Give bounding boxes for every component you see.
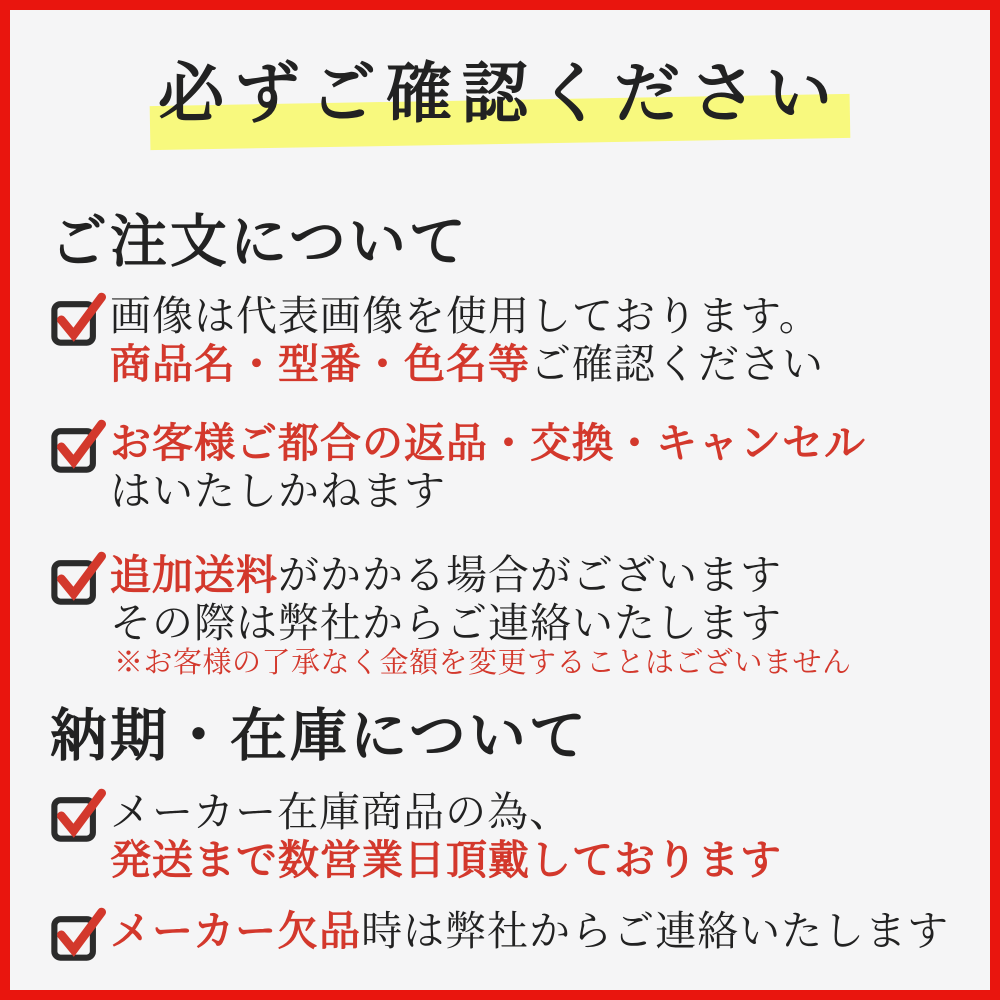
checklist-item-maker-stock — [50, 789, 950, 885]
item-text — [110, 789, 782, 885]
item5-line1-red: メーカー欠品 — [110, 908, 362, 955]
item3-line1-red: 追加送料 — [110, 551, 278, 598]
item3-note: ※お客様の了承なく金額を変更することはございません — [114, 647, 852, 680]
item2-line1-red: お客様ご都合の返品・交換・キャンセル — [110, 420, 866, 467]
item1-line1: 画像は代表画像を使用しております。 — [110, 292, 821, 339]
checklist-item-representative-image — [50, 293, 950, 389]
section-heading-order: ご注文について — [50, 211, 469, 274]
item5-line1-black: 時は弊社からご連絡いたします — [361, 908, 950, 955]
item-text — [110, 293, 824, 389]
item3-line2: その際は弊社からご連絡いたします — [110, 599, 782, 646]
title-banner — [50, 50, 950, 168]
item-text — [110, 552, 852, 681]
page-title: 必ずご確認ください — [158, 58, 842, 131]
section-heading-delivery: 納期・在庫について — [50, 705, 589, 769]
checkbox-checked-icon — [50, 418, 106, 474]
checkbox-checked-icon — [50, 291, 106, 347]
item1-line2-black: ご確認ください — [530, 340, 824, 387]
item3-line1-black: がかかる場合がございます — [278, 551, 782, 598]
item-text — [110, 908, 949, 956]
checkbox-checked-icon — [50, 787, 106, 843]
checklist-item-no-returns — [50, 420, 950, 516]
item4-line1: メーカー在庫商品の為、 — [110, 788, 572, 835]
checkbox-checked-icon — [50, 550, 106, 606]
checklist-item-extra-shipping — [50, 552, 950, 681]
item4-line2-red: 発送まで数営業日頂戴しております — [110, 836, 782, 883]
item2-line2: はいたしかねます — [110, 468, 446, 515]
item-text — [110, 420, 866, 516]
item1-line2-red: 商品名・型番・色名等 — [110, 340, 530, 387]
checkbox-checked-icon — [50, 906, 106, 962]
checklist-item-maker-shortage — [50, 908, 950, 962]
